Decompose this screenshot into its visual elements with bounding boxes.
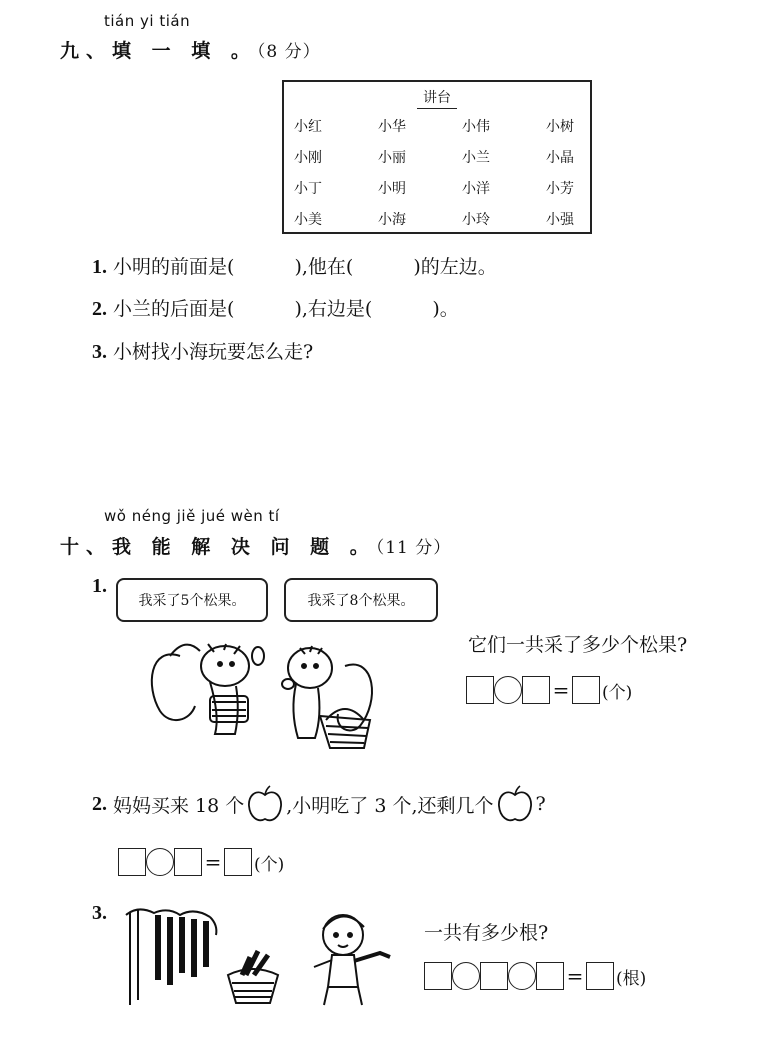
answer-box[interactable] — [118, 848, 146, 876]
seat-name: 小玲 — [462, 212, 490, 228]
squirrels-illustration — [140, 616, 390, 756]
seat-name: 小刚 — [294, 150, 322, 166]
seat-name: 小华 — [378, 119, 406, 135]
p10-2-text-a: 妈妈买来 18 个 — [113, 794, 245, 817]
seat-name: 小强 — [546, 212, 574, 228]
q9-2-number: 2. — [92, 298, 107, 320]
sugarcane-illustration — [118, 905, 398, 1010]
equals-sign: = — [552, 678, 570, 702]
section10-pinyin: wǒ néng jiě jué wèn tí — [104, 507, 280, 525]
p10-2-equation — [118, 848, 284, 876]
operator-circle[interactable] — [452, 962, 480, 990]
q9-2-text-b: ),右边是( — [294, 298, 373, 320]
seat-name: 小丁 — [294, 181, 322, 197]
speech-bubble-right: 我采了8个松果。 — [284, 578, 438, 622]
section10-title-text: 十、我 能 解 决 问 题 。 — [60, 536, 376, 558]
unit-label: (个) — [254, 854, 285, 875]
seat-name: 小伟 — [462, 119, 490, 135]
section10-score: （11 分） — [375, 538, 452, 558]
p10-1-equation — [466, 676, 632, 704]
equals-sign: = — [566, 964, 584, 988]
answer-box[interactable] — [480, 962, 508, 990]
q9-1-text-b: ),他在( — [294, 256, 354, 278]
squirrel-tail-left — [152, 654, 195, 720]
answer-box[interactable] — [224, 848, 252, 876]
q9-2-text-c: )。 — [432, 298, 459, 320]
seat-name: 小树 — [546, 119, 574, 135]
unit-label: (个) — [602, 682, 633, 703]
seating-chart-title — [284, 87, 590, 109]
q9-1-text-a: 小明的前面是( — [113, 256, 235, 278]
p10-2-text-b: ,小明吃了 3 个,还剩几个 — [286, 794, 494, 817]
seat-name: 小洋 — [462, 181, 490, 197]
section10-title — [60, 532, 451, 559]
p10-2 — [92, 784, 546, 824]
seating-chart — [282, 80, 592, 234]
seat-name: 小芳 — [546, 181, 574, 197]
unit-label: (根) — [616, 968, 647, 989]
p10-2-number: 2. — [92, 792, 107, 815]
p10-1-question: 它们一共采了多少个松果? — [468, 634, 688, 656]
p10-3-equation — [424, 962, 646, 990]
seat-name: 小红 — [294, 119, 322, 135]
section9-score: （8 分） — [256, 42, 321, 62]
answer-box[interactable] — [174, 848, 202, 876]
speech-bubble-left: 我采了5个松果。 — [116, 578, 268, 622]
q9-1-number: 1. — [92, 256, 107, 278]
seat-name: 小海 — [378, 212, 406, 228]
q9-1-text-c: )的左边。 — [413, 256, 497, 278]
operator-circle[interactable] — [494, 676, 522, 704]
operator-circle[interactable] — [508, 962, 536, 990]
p10-1-number: 1. — [92, 575, 107, 597]
q9-2 — [92, 294, 459, 321]
seat-name: 小兰 — [462, 150, 490, 166]
apple-icon — [246, 784, 284, 824]
answer-box[interactable] — [466, 676, 494, 704]
podium-label: 讲台 — [417, 87, 457, 109]
answer-box[interactable] — [586, 962, 614, 990]
answer-box[interactable] — [536, 962, 564, 990]
equals-sign: = — [204, 850, 222, 874]
answer-box[interactable] — [424, 962, 452, 990]
q9-1 — [92, 252, 497, 279]
q9-3-text: 小树找小海玩要怎么走? — [113, 341, 314, 363]
section9-title-text: 九、填 一 填 。 — [60, 40, 257, 62]
operator-circle[interactable] — [146, 848, 174, 876]
q9-2-text-a: 小兰的后面是( — [113, 298, 235, 320]
answer-box[interactable] — [522, 676, 550, 704]
p10-2-text-c: ? — [535, 793, 546, 815]
seat-name: 小明 — [378, 181, 406, 197]
section9-title — [60, 36, 321, 63]
seat-name: 小晶 — [546, 150, 574, 166]
seat-name: 小丽 — [378, 150, 406, 166]
seat-name: 小美 — [294, 212, 322, 228]
p10-3-number: 3. — [92, 902, 107, 924]
p10-3-question: 一共有多少根? — [424, 922, 549, 944]
q9-3 — [92, 337, 313, 364]
answer-box[interactable] — [572, 676, 600, 704]
apple-icon — [496, 784, 534, 824]
q9-3-number: 3. — [92, 341, 107, 363]
section9-pinyin: tián yi tián — [104, 12, 191, 30]
